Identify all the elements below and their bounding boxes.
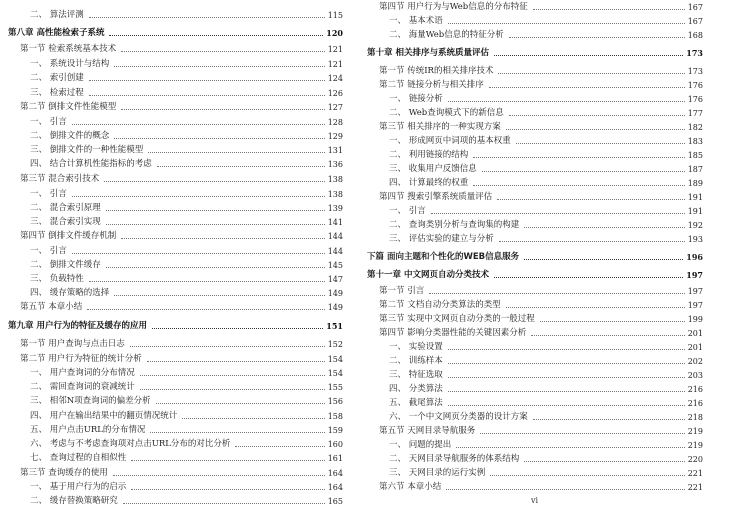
dot-leader: [497, 199, 685, 200]
toc-entry-title: 一、 形成网页中词项的基本权重: [389, 136, 511, 146]
toc-entry-title: 二、 利用链接的结构: [389, 150, 469, 160]
dot-leader: [106, 224, 325, 225]
toc-entry-page-number: 167: [687, 17, 703, 26]
toc-entry-page-number: 164: [327, 483, 343, 492]
dot-leader: [448, 391, 685, 392]
toc-entry-title: 一、 引言: [30, 246, 67, 256]
dot-leader: [448, 405, 685, 406]
dot-leader: [499, 241, 685, 242]
toc-entry-title: 第六节 本章小结: [379, 482, 442, 492]
toc-entry-item[interactable]: [8, 437, 343, 450]
toc-entry-item[interactable]: [8, 57, 343, 70]
toc-entry-chapter[interactable]: [367, 268, 703, 281]
toc-entry-title: 下篇 面向主题和个性化的WEB信息服务: [367, 252, 520, 262]
toc-entry-page-number: 145: [327, 261, 343, 270]
toc-entry-page-number: 152: [327, 340, 343, 349]
toc-entry-page-number: 201: [687, 343, 703, 352]
toc-entry-title: 第四节 搜索引擎系统质量评估: [379, 192, 493, 202]
dot-leader: [509, 115, 685, 116]
toc-entry-page-number: 154: [327, 355, 343, 364]
toc-entry-title: 第三节 混合索引技术: [20, 174, 100, 184]
toc-entry-page-number: 187: [687, 165, 703, 174]
dot-leader: [516, 143, 685, 144]
toc-entry-title: 一、 链接分析: [389, 94, 443, 104]
toc-entry-item[interactable]: [8, 366, 343, 379]
toc-entry-title: 第八章 高性能检索子系统: [8, 28, 105, 38]
toc-entry-item[interactable]: [367, 106, 703, 119]
toc-entry-page-number: 168: [687, 31, 703, 40]
dot-leader: [494, 55, 683, 56]
toc-entry-page-number: 197: [687, 301, 703, 310]
toc-entry-page-number: 219: [687, 427, 703, 436]
toc-entry-title: 二、 缓存替换策略研究: [30, 496, 118, 506]
toc-entry-item[interactable]: [8, 187, 343, 200]
dot-leader: [109, 35, 323, 36]
toc-entry-section[interactable]: [367, 480, 703, 493]
dot-leader: [152, 328, 323, 329]
dot-leader: [524, 461, 685, 462]
toc-entry-page-number: 197: [687, 287, 703, 296]
toc-entry-title: 第十一章 中文网页自动分类技术: [367, 270, 489, 280]
toc-entry-item[interactable]: [8, 423, 343, 436]
toc-entry-title: 二、 倒排文件缓存: [30, 260, 101, 270]
toc-entry-title: 二、 混合索引原理: [30, 203, 101, 213]
toc-entry-title: 第二节 用户行为特征的统计分析: [20, 354, 142, 364]
toc-entry-section[interactable]: [8, 337, 343, 350]
toc-entry-page-number: 176: [687, 81, 703, 90]
dot-leader: [121, 51, 325, 52]
dot-leader: [473, 185, 685, 186]
toc-entry-title: 二、 倒排文件的概念: [30, 131, 110, 141]
toc-entry-page-number: 156: [327, 397, 343, 406]
toc-entry-section[interactable]: [367, 64, 703, 77]
toc-entry-title: 一、 引言: [389, 206, 426, 216]
dot-leader: [130, 346, 325, 347]
toc-entry-page-number: 124: [327, 74, 343, 83]
toc-entry-title: 二、 Web查询模式下的新信息: [389, 108, 504, 118]
dot-leader: [106, 267, 325, 268]
toc-entry-page-number: 196: [686, 252, 703, 262]
toc-entry-item[interactable]: [8, 201, 343, 214]
toc-entry-page-number: 129: [327, 132, 343, 141]
toc-entry-item[interactable]: [367, 232, 703, 245]
toc-entry-chapter[interactable]: [8, 319, 343, 332]
dot-leader: [147, 361, 325, 362]
toc-entry-title: 五、 截尾算法: [389, 398, 443, 408]
dot-leader: [489, 87, 685, 88]
toc-entry-item[interactable]: [8, 215, 343, 228]
toc-entry-title: 第三节 查询缓存的使用: [20, 468, 108, 478]
toc-entry-section[interactable]: [367, 424, 703, 437]
toc-entry-title: 第一节 检索系统基本技术: [20, 44, 117, 54]
toc-entry-page-number: 173: [686, 48, 703, 58]
toc-entry-title: 二、 索引创建: [30, 73, 84, 83]
toc-entry-item[interactable]: [8, 8, 343, 21]
toc-entry-page-number: 139: [327, 204, 343, 213]
toc-entry-item[interactable]: [8, 86, 343, 99]
toc-entry-page-number: 173: [687, 67, 703, 76]
toc-entry-page-number: 154: [327, 369, 343, 378]
toc-entry-page-number: 160: [327, 440, 343, 449]
toc-entry-chapter[interactable]: [367, 46, 703, 59]
toc-entry-item[interactable]: [367, 134, 703, 147]
dot-leader: [533, 419, 685, 420]
dot-leader: [448, 23, 685, 24]
toc-entry-page-number: 120: [326, 28, 343, 38]
toc-entry-item[interactable]: [367, 148, 703, 161]
toc-entry-item[interactable]: [8, 380, 343, 393]
dot-leader: [506, 129, 685, 130]
dot-leader: [121, 109, 325, 110]
toc-entry-item[interactable]: [8, 258, 343, 271]
toc-entry-page-number: 216: [687, 399, 703, 408]
dot-leader: [448, 349, 685, 350]
dot-leader: [448, 101, 685, 102]
toc-entry-page-number: 218: [687, 413, 703, 422]
toc-entry-title: 一、 基本术语: [389, 16, 443, 26]
toc-entry-page-number: 131: [327, 146, 343, 155]
dot-leader: [140, 375, 325, 376]
toc-entry-page-number: 138: [327, 190, 343, 199]
page-number-footer: vi: [531, 496, 539, 505]
dot-leader: [131, 489, 325, 490]
dot-leader: [89, 281, 325, 282]
toc-entry-title: 三、 混合索引实现: [30, 217, 101, 227]
toc-entry-title: 四、 用户在输出结果中的翻页情况统计: [30, 411, 178, 421]
toc-entry-title: 一、 用户查询词的分布情况: [30, 368, 135, 378]
toc-entry-title: 二、 需回查询词的衰减统计: [30, 382, 135, 392]
toc-entry-title: 一、 引言: [30, 117, 67, 127]
dot-leader: [531, 335, 685, 336]
toc-entry-title: 一、 实验设置: [389, 342, 443, 352]
dot-leader: [150, 432, 324, 433]
toc-entry-title: 第四节 用户行为与Web信息的分布特征: [379, 2, 528, 12]
toc-entry-item[interactable]: [8, 157, 343, 170]
toc-entry-item[interactable]: [367, 410, 703, 423]
toc-entry-page-number: 176: [687, 95, 703, 104]
toc-entry-title: 三、 天网目录的运行实例: [389, 468, 486, 478]
toc-entry-page-number: 126: [327, 89, 343, 98]
toc-entry-title: 第十章 相关排序与系统质量评估: [367, 48, 489, 58]
toc-entry-item[interactable]: [367, 396, 703, 409]
toc-entry-title: 第一节 传统IR的相关排序技术: [379, 66, 494, 76]
toc-entry-item[interactable]: [367, 28, 703, 41]
dot-leader: [498, 73, 684, 74]
toc-entry-page-number: 164: [327, 469, 343, 478]
toc-entry-section[interactable]: [367, 0, 703, 13]
toc-entry-title: 二、 训练样本: [389, 356, 443, 366]
toc-entry-page-number: 121: [327, 60, 343, 69]
toc-entry-title: 二、 查询类别分析与查询集的构建: [389, 220, 520, 230]
toc-entry-page-number: 216: [687, 385, 703, 394]
toc-entry-section[interactable]: [8, 300, 343, 313]
toc-entry-item[interactable]: [367, 340, 703, 353]
dot-leader: [72, 196, 325, 197]
toc-entry-title: 第二节 倒排文件性能模型: [20, 102, 117, 112]
toc-entry-item[interactable]: [367, 452, 703, 465]
toc-entry-title: 四、 结合计算机性能指标的考虑: [30, 159, 152, 169]
toc-entry-title: 第一节 用户查询与点击日志: [20, 339, 125, 349]
toc-entry-page-number: 151: [326, 321, 343, 331]
toc-entry-title: 二、 算法评测: [30, 10, 84, 20]
toc-entry-item[interactable]: [8, 143, 343, 156]
toc-entry-item[interactable]: [8, 480, 343, 493]
dot-leader: [104, 181, 325, 182]
toc-entry-item[interactable]: [8, 451, 343, 464]
toc-entry-page-number: 189: [687, 179, 703, 188]
dot-leader: [156, 403, 325, 404]
toc-entry-title: 四、 计算最终的权重: [389, 178, 469, 188]
dot-leader: [114, 295, 325, 296]
dot-leader: [431, 213, 685, 214]
toc-entry-item[interactable]: [367, 218, 703, 231]
toc-entry-section[interactable]: [367, 190, 703, 203]
dot-leader: [87, 309, 325, 310]
toc-entry-title: 五、 用户点击URL的分布情况: [30, 425, 146, 435]
toc-entry-item[interactable]: [367, 438, 703, 451]
dot-leader: [121, 238, 325, 239]
toc-entry-title: 一、 系统设计与结构: [30, 59, 110, 69]
toc-entry-page-number: 159: [327, 426, 343, 435]
toc-entry-page-number: 115: [327, 11, 343, 20]
toc-entry-title: 第九章 用户行为的特征及缓存的应用: [8, 321, 147, 331]
dot-leader: [72, 124, 325, 125]
toc-entry-section[interactable]: [367, 120, 703, 133]
dot-leader: [123, 503, 325, 504]
toc-entry-title: 第三节 相关排序的一种实现方案: [379, 122, 501, 132]
toc-entry-section[interactable]: [367, 284, 703, 297]
dot-leader: [540, 321, 685, 322]
toc-entry-title: 三、 负载特性: [30, 274, 84, 284]
toc-entry-page-number: 199: [687, 315, 703, 324]
toc-entry-title: 一、 基于用户行为的启示: [30, 482, 127, 492]
toc-entry-page-number: 193: [687, 235, 703, 244]
dot-leader: [157, 166, 325, 167]
toc-entry-section[interactable]: [8, 466, 343, 479]
toc-entry-page-number: 202: [687, 357, 703, 366]
toc-entry-chapter[interactable]: [8, 26, 343, 39]
toc-entry-item[interactable]: [367, 368, 703, 381]
dot-leader: [89, 17, 325, 18]
toc-entry-page-number: 182: [687, 123, 703, 132]
dot-leader: [182, 418, 325, 419]
dot-leader: [114, 66, 325, 67]
toc-entry-item[interactable]: [367, 354, 703, 367]
toc-entry-page-number: 127: [327, 103, 343, 112]
toc-entry-page-number: 144: [327, 247, 343, 256]
dot-leader: [131, 460, 325, 461]
toc-entry-title: 六、 一个中文网页分类器的设计方案: [389, 412, 528, 422]
toc-entry-title: 第二节 链接分析与相关排序: [379, 80, 484, 90]
toc-entry-item[interactable]: [367, 382, 703, 395]
toc-entry-section[interactable]: [367, 78, 703, 91]
toc-entry-title: 一、 问题的提出: [389, 440, 452, 450]
toc-entry-title: 一、 引言: [30, 189, 67, 199]
toc-entry-page-number: 177: [687, 109, 703, 118]
toc-entry-page-number: 155: [327, 383, 343, 392]
toc-entry-title: 第五节 本章小结: [20, 302, 83, 312]
dot-leader: [524, 259, 683, 260]
toc-entry-item[interactable]: [8, 286, 343, 299]
toc-entry-page-number: 167: [687, 3, 703, 12]
toc-entry-title: 三、 检索过程: [30, 88, 84, 98]
toc-entry-item[interactable]: [367, 176, 703, 189]
toc-entry-item[interactable]: [8, 71, 343, 84]
toc-entry-section[interactable]: [8, 229, 343, 242]
toc-entry-title: 七、 查询过程的自相似性: [30, 453, 127, 463]
dot-leader: [524, 227, 685, 228]
toc-entry-title: 第三节 实现中文网页自动分类的一般过程: [379, 314, 535, 324]
toc-entry-page-number: 191: [687, 193, 703, 202]
toc-entry-item[interactable]: [8, 394, 343, 407]
toc-entry-page-number: 191: [687, 207, 703, 216]
toc-entry-page-number: 185: [687, 151, 703, 160]
toc-entry-page-number: 141: [327, 218, 343, 227]
dot-leader: [446, 489, 685, 490]
toc-entry-page-number: 165: [327, 497, 343, 506]
toc-entry-title: 三、 倒排文件的一种性能模型: [30, 145, 144, 155]
toc-entry-section[interactable]: [8, 172, 343, 185]
toc-entry-title: 三、 特征选取: [389, 370, 443, 380]
toc-entry-item[interactable]: [8, 272, 343, 285]
toc-entry-title: 第二节 文档自动分类算法的类型: [379, 300, 501, 310]
dot-leader: [456, 447, 685, 448]
dot-leader: [533, 9, 685, 10]
dot-leader: [482, 171, 685, 172]
toc-entry-section[interactable]: [8, 42, 343, 55]
toc-entry-page-number: 221: [687, 469, 703, 478]
dot-leader: [106, 210, 325, 211]
toc-entry-section[interactable]: [367, 298, 703, 311]
toc-entry-item[interactable]: [367, 204, 703, 217]
toc-entry-item[interactable]: [8, 494, 343, 507]
dot-leader: [235, 446, 324, 447]
toc-entry-title: 第四节 影响分类器性能的关键因素分析: [379, 328, 527, 338]
toc-entry-page-number: 192: [687, 221, 703, 230]
toc-entry-page-number: 197: [686, 270, 703, 280]
toc-entry-title: 第一节 引言: [379, 286, 425, 296]
dot-leader: [89, 80, 325, 81]
dot-leader: [72, 253, 325, 254]
toc-entry-page-number: 201: [687, 329, 703, 338]
dot-leader: [448, 377, 685, 378]
toc-entry-page-number: 128: [327, 118, 343, 127]
dot-leader: [473, 157, 685, 158]
dot-leader: [89, 95, 325, 96]
toc-entry-title: 三、 评估实验的建立与分析: [389, 234, 494, 244]
dot-leader: [113, 475, 325, 476]
toc-entry-title: 二、 天网目录导航服务的体系结构: [389, 454, 520, 464]
toc-entry-title: 四、 分类算法: [389, 384, 443, 394]
toc-entry-page-number: 149: [327, 303, 343, 312]
toc-entry-part[interactable]: [367, 250, 703, 263]
toc-entry-title: 二、 海量Web信息的特征分析: [389, 30, 504, 40]
toc-entry-section[interactable]: [367, 326, 703, 339]
dot-leader: [509, 37, 685, 38]
dot-leader: [140, 389, 325, 390]
dot-leader: [448, 363, 685, 364]
toc-entry-item[interactable]: [8, 129, 343, 142]
toc-entry-page-number: 220: [687, 455, 703, 464]
toc-entry-item[interactable]: [367, 92, 703, 105]
toc-entry-title: 六、 考虑与不考虑查询项对点击URL分布的对比分析: [30, 439, 231, 449]
toc-entry-item[interactable]: [367, 14, 703, 27]
toc-entry-page-number: 138: [327, 175, 343, 184]
toc-entry-page-number: 149: [327, 289, 343, 298]
toc-entry-page-number: 219: [687, 441, 703, 450]
toc-entry-section[interactable]: [8, 100, 343, 113]
dot-leader: [114, 138, 325, 139]
dot-leader: [148, 152, 325, 153]
toc-entry-item[interactable]: [367, 466, 703, 479]
toc-entry-section[interactable]: [367, 312, 703, 325]
toc-entry-section[interactable]: [8, 352, 343, 365]
toc-entry-page-number: 144: [327, 232, 343, 241]
toc-entry-page-number: 161: [327, 454, 343, 463]
dot-leader: [429, 293, 685, 294]
toc-entry-page-number: 183: [687, 137, 703, 146]
toc-entry-title: 四、 缓存策略的选择: [30, 288, 110, 298]
toc-entry-page-number: 136: [327, 160, 343, 169]
toc-entry-item[interactable]: [8, 244, 343, 257]
toc-entry-title: 三、 收集用户反馈信息: [389, 164, 477, 174]
toc-entry-page-number: 121: [327, 45, 343, 54]
dot-leader: [506, 307, 685, 308]
toc-entry-page-number: 203: [687, 371, 703, 380]
toc-entry-page-number: 147: [327, 275, 343, 284]
dot-leader: [480, 433, 685, 434]
toc-entry-item[interactable]: [8, 409, 343, 422]
dot-leader: [494, 277, 683, 278]
toc-entry-title: 第四节 倒排文件缓存机制: [20, 231, 117, 241]
toc-entry-page-number: 221: [687, 483, 703, 492]
toc-entry-title: 三、 相邻N项查询词的偏差分析: [30, 396, 151, 406]
toc-entry-page-number: 158: [327, 412, 343, 421]
dot-leader: [490, 475, 685, 476]
toc-entry-item[interactable]: [8, 115, 343, 128]
toc-entry-title: 第五节 天网目录导航服务: [379, 426, 476, 436]
toc-entry-item[interactable]: [367, 162, 703, 175]
